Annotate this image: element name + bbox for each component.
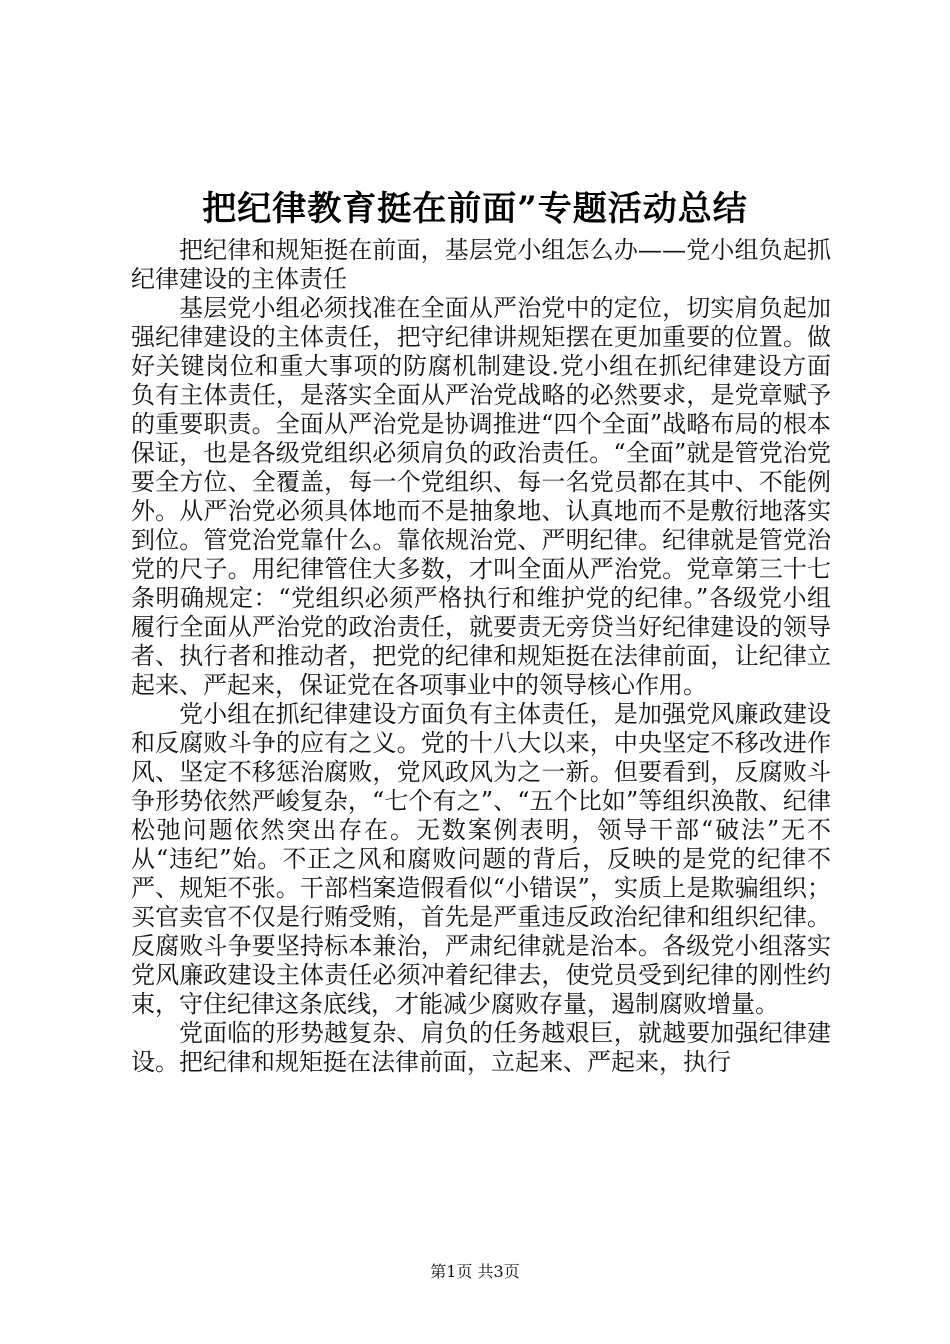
page-footer xyxy=(0,1262,950,1282)
document-body xyxy=(131,236,831,1077)
paragraph: 党小组在抓纪律建设方面负有主体责任，是加强党风廉政建设和反腐败斗争的应有之义。党的十八大以来，中央坚定不移改进作风、坚定不移惩治腐败，党风政风为之一新。但要看到，反腐败斗争形势依然严峻复杂，“七个有之”、“五个比如”等组织涣散、纪律松弛问题依然突出存在。无数案例表明，领导干部“破法”无不从“违纪”始。不正之风和腐败问题的背后，反映的是党的纪律不严、规矩不张。干部档案造假看似“小错误”，实质上是欺骗组织；买官卖官不仅是行贿受贿，首先是严重违反政治纪律和组织纪律。反腐败斗争要坚持标本兼治，严肃纪律就是治本。各级党小组落实党风廉政建设主体责任必须冲着纪律去，使党员受到纪律的刚性约束，守住纪律这条底线，才能减少腐败存量，遏制腐败增量。 xyxy=(131,700,831,1018)
page-number: 第1页 共3页 xyxy=(430,1262,520,1281)
paragraph: 把纪律和规矩挺在前面，基层党小组怎么办——党小组负起抓纪律建设的主体责任 xyxy=(131,236,831,293)
document-title: 把纪律教育挺在前面”专题活动总结 xyxy=(202,189,748,229)
paragraph: 党面临的形势越复杂、肩负的任务越艰巨，就越要加强纪律建设。把纪律和规矩挺在法律前面，立起来、严起来，执行 xyxy=(131,1019,831,1076)
paragraph: 基层党小组必须找准在全面从严治党中的定位，切实肩负起加强纪律建设的主体责任，把守纪律讲规矩摆在更加重要的位置。做好关键岗位和重大事项的防腐机制建设.党小组在抓纪律建设方面负有主体责任，是落实全面从严治党战略的必然要求，是党章赋予的重要职责。全面从严治党是协调推进“四个全面”战略布局的根本保证，也是各级党组织必须肩负的政治责任。“全面”就是管党治党要全方位、全覆盖，每一个党组织、每一名党员都在其中、不能例外。从严治党必须具体地而不是抽象地、认真地而不是敷衍地落实到位。管党治党靠什么。靠依规治党、严明纪律。纪律就是管党治党的尺子。用纪律管住大多数，才叫全面从严治党。党章第三十七条明确规定：“党组织必须严格执行和维护党的纪律。”各级党小组履行全面从严治党的政治责任，就要责无旁贷当好纪律建设的领导者、执行者和推动者，把党的纪律和规矩挺在法律前面，让纪律立起来、严起来，保证党在各项事业中的领导核心作用。 xyxy=(131,294,831,699)
